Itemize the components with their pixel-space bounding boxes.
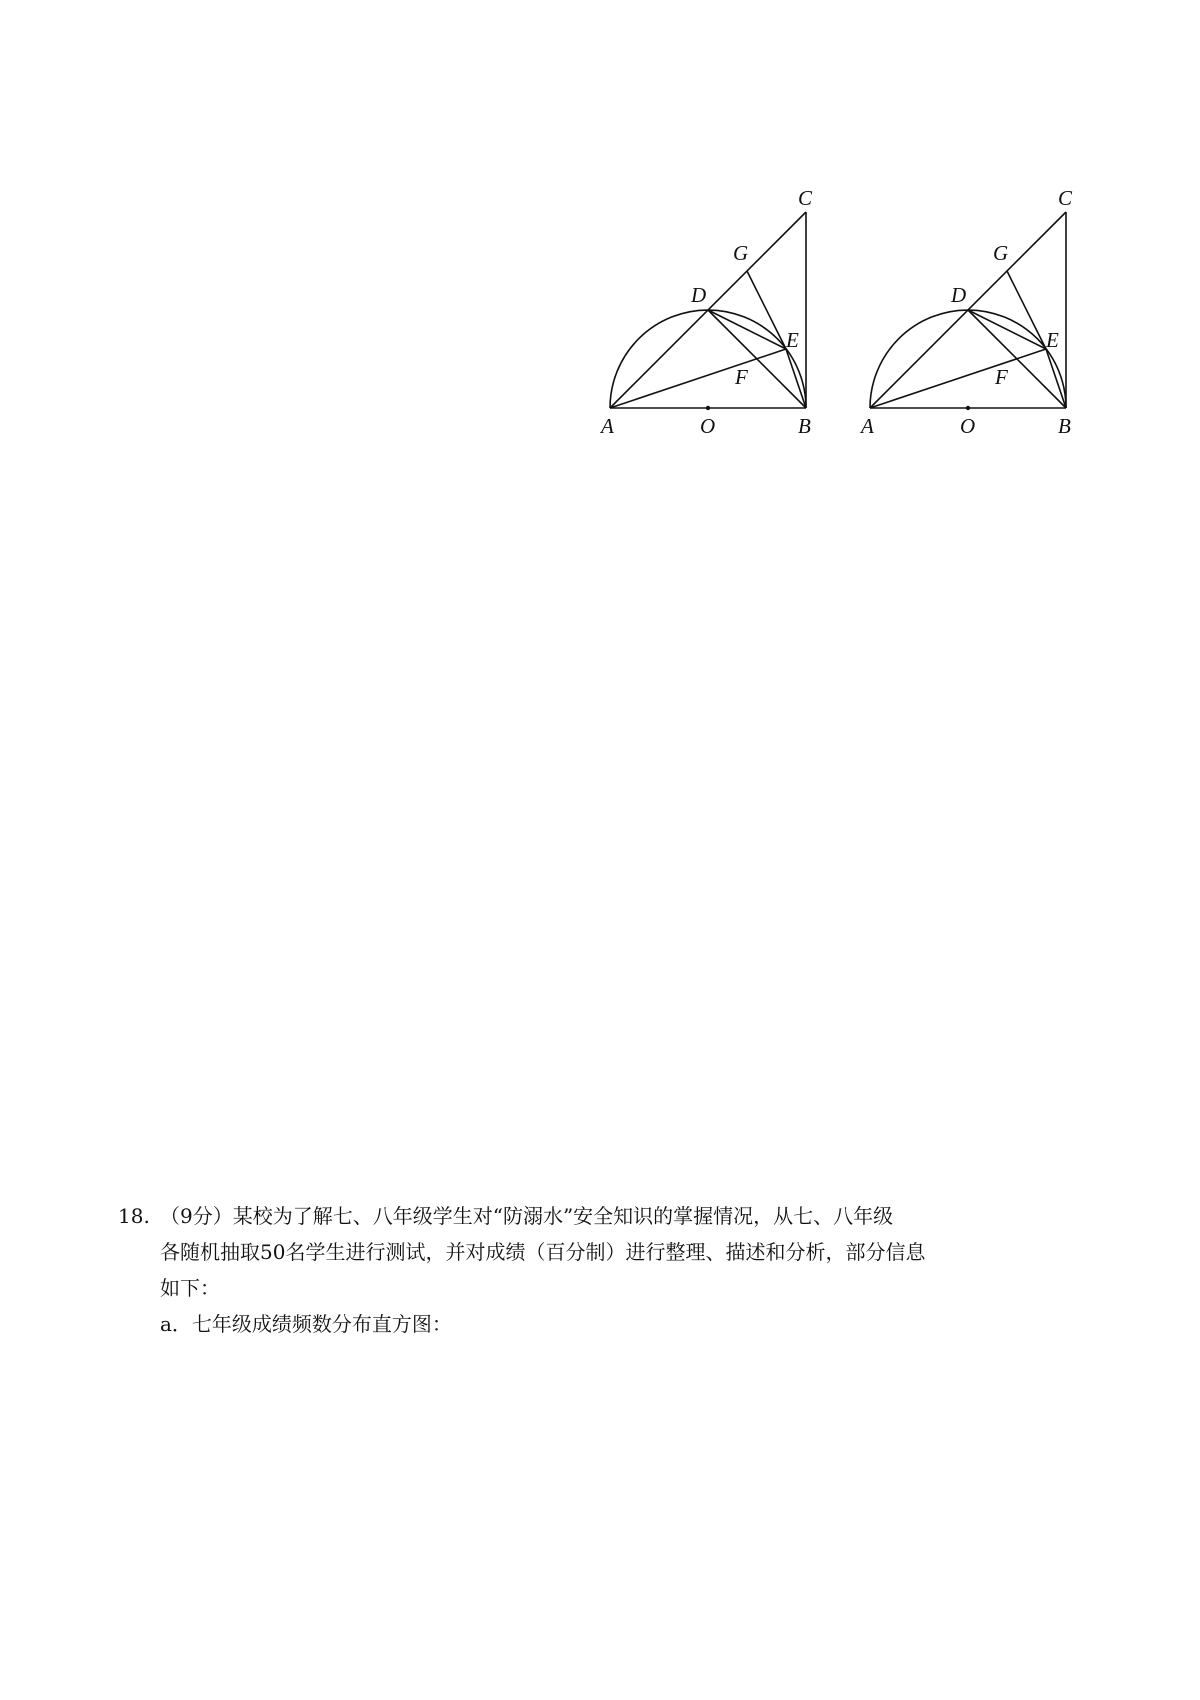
question-text-line-2: 各随机抽取50名学生进行测试，并对成绩（百分制）进行整理、描述和分析，部分信息 <box>160 1240 926 1264</box>
label-g: G <box>993 241 1009 265</box>
geometry-figure-right <box>850 175 1120 445</box>
segment-ge <box>1007 271 1046 349</box>
segment-ge <box>747 271 786 349</box>
segment-de <box>968 310 1046 349</box>
label-f: F <box>735 365 748 389</box>
label-c: C <box>1058 186 1073 210</box>
label-d: D <box>691 283 707 307</box>
label-e: E <box>1046 328 1059 352</box>
label-a: A <box>861 414 874 438</box>
center-point-o <box>706 406 710 410</box>
label-b: B <box>798 414 811 438</box>
label-b: B <box>1058 414 1071 438</box>
label-e: E <box>786 328 799 352</box>
sub-question-a: a．七年级成绩频数分布直方图： <box>160 1312 452 1336</box>
segment-eb <box>1046 349 1066 408</box>
semicircle-arc <box>870 310 1066 408</box>
segment-eb <box>786 349 806 408</box>
question-18 <box>118 1198 1098 1342</box>
question-text-line-1: （9分）某校为了解七、八年级学生对“防溺水”安全知识的掌握情况，从七、八年级 <box>160 1204 894 1228</box>
label-g: G <box>733 241 749 265</box>
question-text-line-3: 如下： <box>160 1276 220 1300</box>
label-f: F <box>995 365 1008 389</box>
segment-ae <box>610 349 786 408</box>
center-point-o <box>966 406 970 410</box>
label-o: O <box>960 414 976 438</box>
semicircle-arc <box>610 310 806 408</box>
geometry-figure-left <box>590 175 860 445</box>
label-d: D <box>951 283 967 307</box>
segment-de <box>708 310 786 349</box>
geometry-figure-svg <box>590 175 860 445</box>
geometry-figure-svg <box>850 175 1120 445</box>
question-line <box>118 1198 1098 1234</box>
label-c: C <box>798 186 813 210</box>
segment-ae <box>870 349 1046 408</box>
label-a: A <box>601 414 614 438</box>
label-o: O <box>700 414 716 438</box>
question-number: 18. <box>118 1204 150 1228</box>
